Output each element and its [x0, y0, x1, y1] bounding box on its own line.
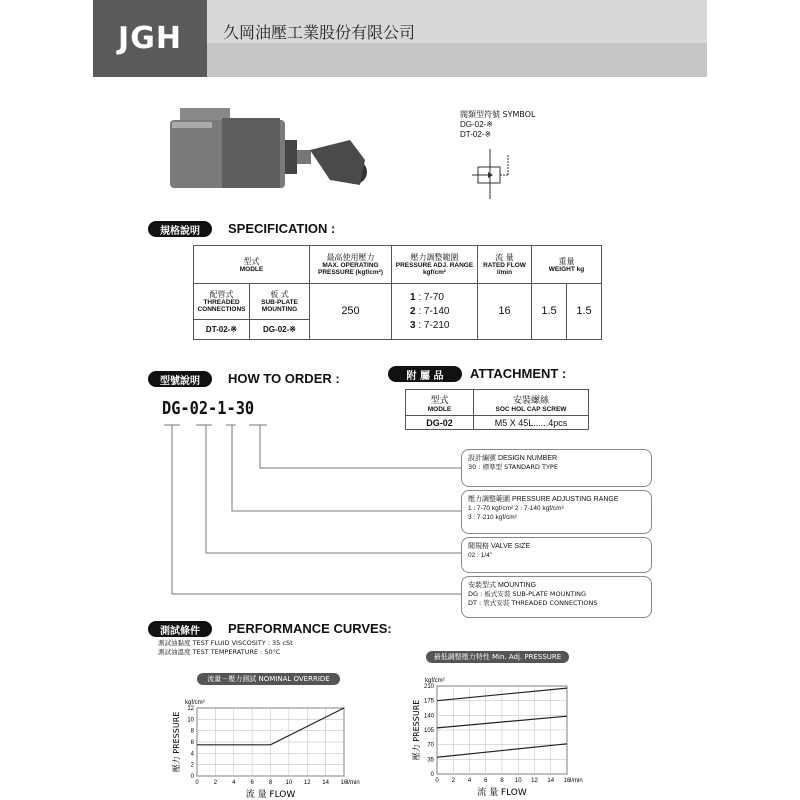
test-temperature: 測試油溫度 TEST TEMPERATURE : 50°C	[158, 648, 281, 656]
y-tick-label: 0	[430, 772, 434, 778]
x-axis-label: 流 量 FLOW	[477, 788, 527, 798]
subplate-model: DG-02-※	[250, 320, 310, 340]
attachment-table	[405, 389, 589, 430]
attachment-col1-cn: 型式	[430, 395, 449, 406]
company-logo: JGH	[93, 0, 207, 77]
header-stripe	[207, 43, 707, 77]
attachment-model: DG-02	[406, 416, 474, 430]
symbol-code-dt: DT-02-※	[460, 130, 492, 139]
model-en: MODLE	[239, 265, 264, 273]
x-axis-label: 流 量 FLOW	[245, 790, 296, 800]
attachment-col2-cn: 安裝螺絲	[512, 395, 549, 406]
x-tick-label: 12	[303, 780, 311, 786]
x-tick-label: 10	[285, 780, 293, 786]
weight-cn: 重量	[558, 256, 575, 266]
weight-value-2: 1.5	[567, 284, 602, 340]
performance-title: PERFORMANCE CURVES:	[228, 621, 392, 636]
x-tick-label: 2	[451, 778, 455, 784]
y-tick-label: 2	[190, 762, 194, 769]
y-axis-label: 壓力 PRESSURE	[172, 711, 181, 773]
x-tick-label: 16	[563, 778, 571, 784]
y-tick-label: 210	[423, 684, 434, 690]
range-values: 1 : 7-70 2 : 7-140 3 : 7-210	[392, 284, 478, 340]
x-tick-label: 10	[514, 778, 522, 784]
y-unit-label: kgf/cm²	[425, 678, 445, 684]
max-pressure-value: 250	[310, 284, 392, 340]
chart1-title: 流量－壓力測試 NOMINAL OVERRIDE	[197, 673, 340, 685]
threaded-model: DT-02-※	[194, 320, 250, 340]
x-tick-label: 8	[500, 778, 504, 784]
flow-en: RATED FLOW l/min	[483, 262, 526, 276]
y-tick-label: 6	[190, 740, 194, 746]
x-tick-label: 4	[467, 778, 472, 784]
y-tick-label: 10	[187, 717, 194, 724]
threaded-en: THREADED CONNECTIONS	[197, 299, 246, 313]
x-tick-label: 14	[547, 778, 555, 784]
y-tick-label: 105	[423, 728, 434, 734]
model-cn: 型式	[243, 256, 260, 266]
weight-value-1: 1.5	[532, 284, 567, 340]
y-unit-label: kgf/cm²	[185, 700, 205, 706]
page-header	[93, 0, 707, 77]
chart-nominal-override	[160, 686, 400, 800]
symbol-code-dg: DG-02-※	[460, 120, 493, 129]
flow-value: 16	[478, 284, 532, 340]
test-conditions	[158, 639, 293, 657]
order-badge: 型號說明	[148, 371, 212, 387]
y-tick-label: 4	[190, 751, 194, 758]
y-tick-label: 8	[190, 728, 194, 735]
order-code: DG-02-1-30	[162, 398, 255, 419]
subplate-en: SUB-PLATE MOUNTING	[261, 299, 298, 313]
y-tick-label: 70	[427, 742, 434, 749]
subplate-cn: 板 式	[270, 290, 289, 299]
weight-en: WEIGHT kg	[548, 265, 585, 273]
attachment-badge: 附 屬 品	[388, 366, 462, 382]
threaded-cn: 配管式	[209, 290, 234, 299]
specification-table	[193, 245, 602, 340]
max-pressure-cn: 最高使用壓力	[326, 253, 375, 262]
valve-product-image	[160, 100, 370, 200]
y-tick-label: 12	[187, 706, 194, 712]
x-tick-label: 16	[340, 780, 348, 786]
callout-design-number: 設計編號 DESIGN NUMBER 30 : 標準型 STANDARD TYPE	[461, 449, 652, 487]
range-en: PRESSURE ADJ. RANGE kgf/cm²	[395, 262, 474, 276]
y-tick-label: 175	[423, 698, 434, 705]
chart2-title: 最低調整壓力特性 Min. Adj. PRESSURE	[426, 651, 569, 663]
x-tick-label: 0	[195, 780, 199, 786]
x-tick-label: 6	[484, 778, 488, 784]
y-tick-label: 35	[427, 757, 434, 764]
callout-pressure-range: 壓力調整範圍 PRESSURE ADJUSTING RANGE 1 : 7-70 kgf/cm² 2 : 7-140 kgf/cm² 3 : 7-210 kgf/cm²	[461, 490, 652, 534]
x-tick-label: 4	[232, 780, 236, 786]
test-viscosity: 測試油黏度 TEST FLUID VISCOSITY : 35 cSt	[158, 639, 293, 647]
max-pressure-en: MAX. OPERATING PRESSURE (kgf/cm²)	[317, 262, 383, 276]
x-unit-label: l/min	[570, 778, 583, 784]
attachment-screw: M5 X 45L......4pcs	[474, 416, 589, 430]
flow-cn: 流 量	[495, 253, 514, 262]
x-tick-label: 0	[435, 778, 439, 784]
hydraulic-symbol-icon	[460, 145, 520, 205]
x-tick-label: 12	[531, 778, 538, 784]
symbol-title: 閥類型符號 SYMBOL	[460, 110, 536, 119]
x-tick-label: 8	[268, 780, 273, 786]
x-tick-label: 2	[213, 780, 218, 786]
x-tick-label: 6	[250, 780, 254, 786]
performance-badge: 測試條件	[148, 621, 212, 637]
x-tick-label: 14	[322, 780, 329, 786]
symbol-block	[460, 110, 536, 140]
callout-valve-size: 閥規格 VALVE SIZE 02 : 1/4"	[461, 537, 652, 573]
attachment-col1-en: MODLE	[427, 405, 452, 413]
y-tick-label: 140	[423, 713, 434, 720]
x-unit-label: l/min	[347, 780, 360, 786]
y-axis-label: 壓力 PRESSURE	[412, 699, 421, 761]
specification-badge: 規格說明	[148, 221, 212, 237]
attachment-title: ATTACHMENT :	[470, 366, 567, 381]
company-name: 久岡油壓工業股份有限公司	[223, 23, 416, 42]
specification-title: SPECIFICATION :	[228, 221, 336, 236]
range-cn: 壓力調整範圍	[410, 253, 459, 262]
callout-mounting: 安裝型式 MOUNTING DG : 板式安裝 SUB-PLATE MOUNTING DT : 管式安裝 THREADED CONNECTIONS	[461, 576, 652, 618]
attachment-col2-en: SOC HOL CAP SCREW	[495, 405, 567, 413]
chart-min-adj-pressure	[390, 664, 620, 800]
order-title: HOW TO ORDER :	[228, 371, 340, 386]
y-tick-label: 0	[190, 774, 194, 780]
